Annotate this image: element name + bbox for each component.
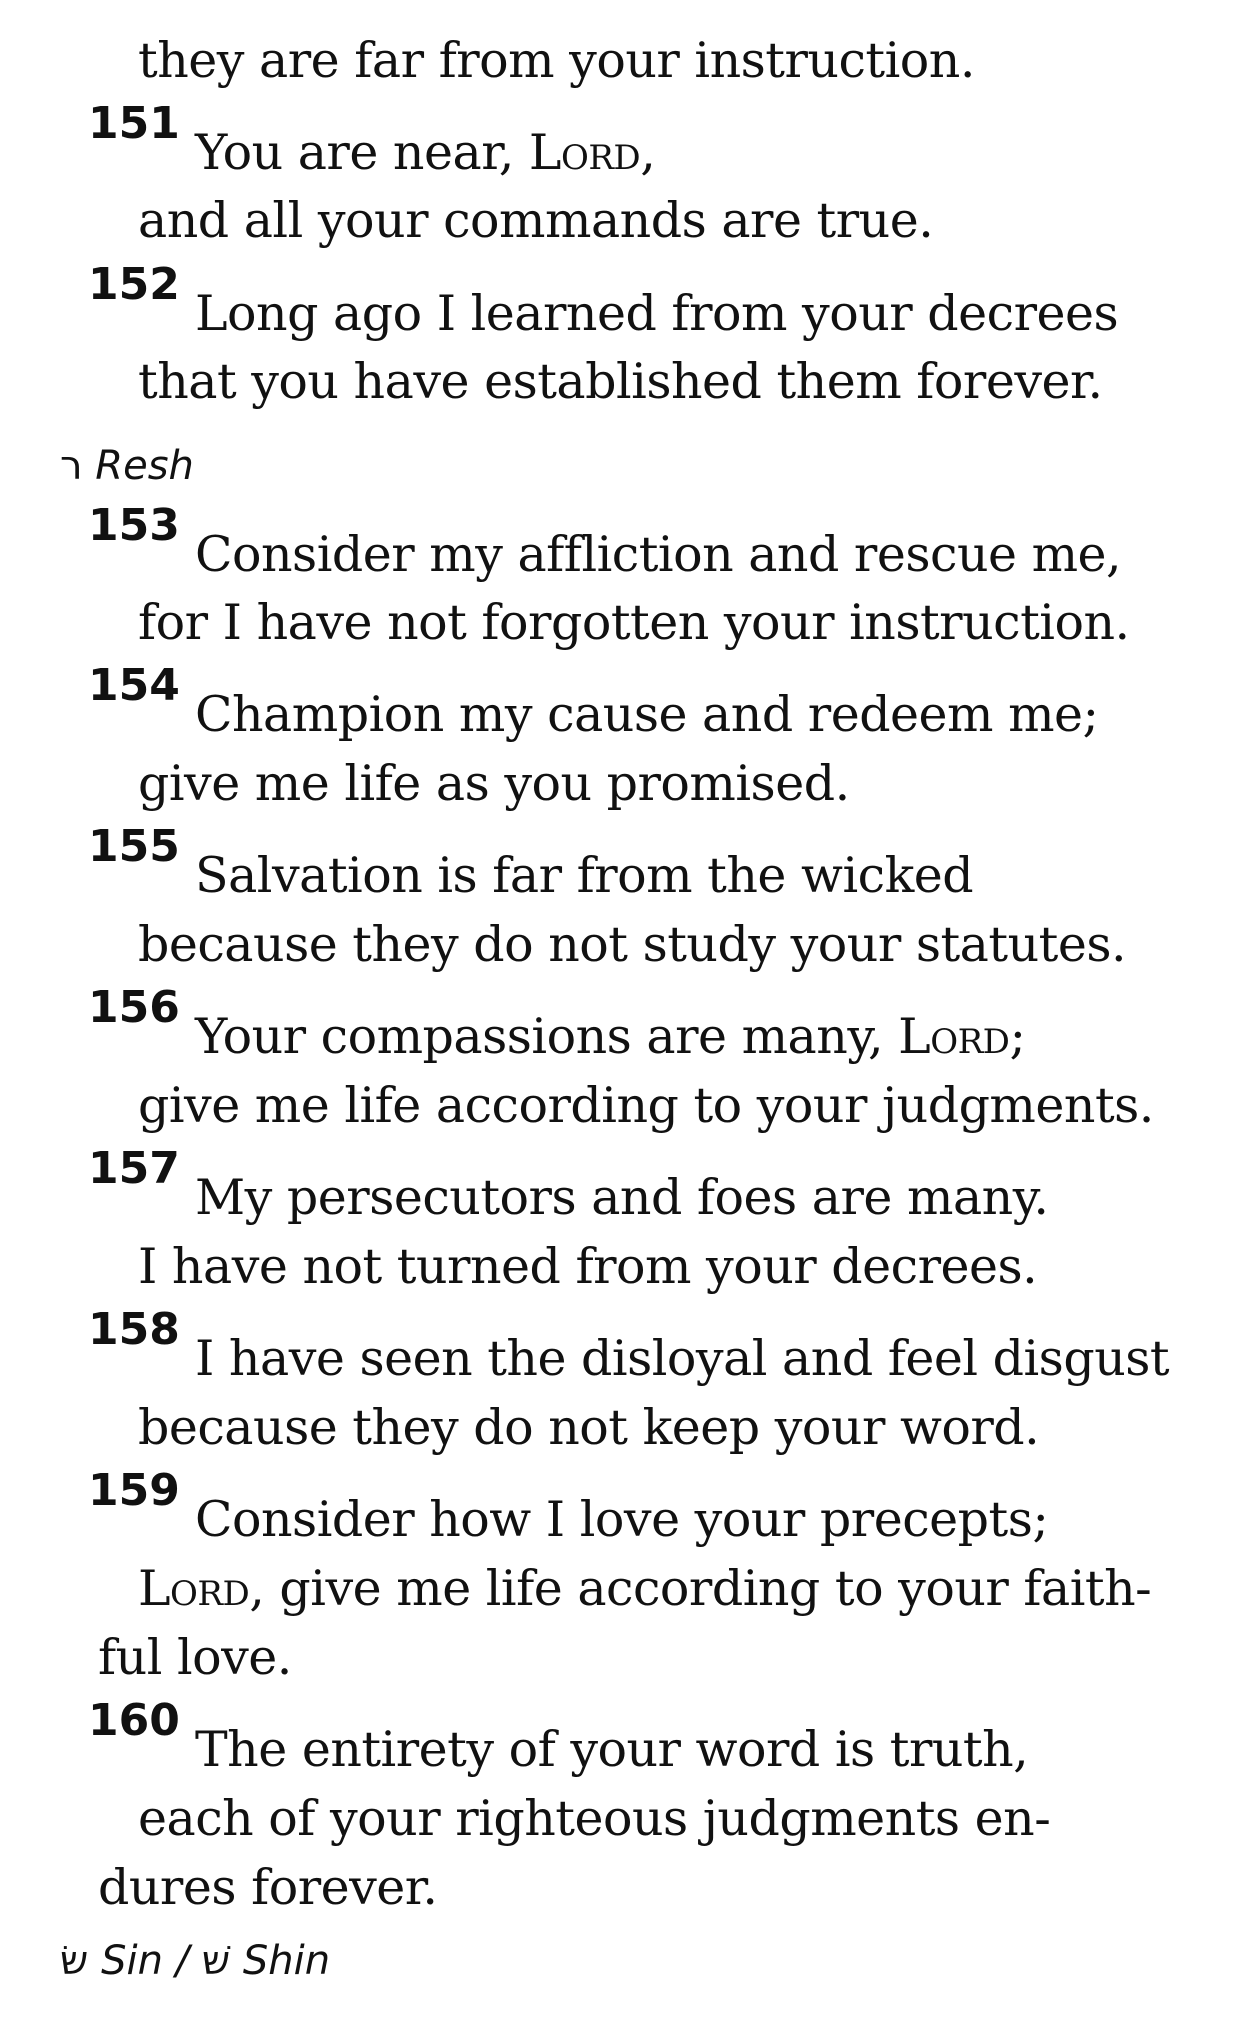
verse-number-154: 154 xyxy=(88,660,180,711)
hebrew-letter-sin: שׂ xyxy=(60,1938,89,1984)
verse-156-line-2: give me life according to your judgments. xyxy=(138,1077,1154,1134)
heading-label-shin: Shin xyxy=(242,1938,331,1984)
verse-154-line-2: give me life as you promised. xyxy=(138,755,850,812)
hebrew-letter-shin: שׁ xyxy=(201,1938,231,1984)
verse-160-line-2: each of your righteous judgments en- xyxy=(138,1790,1051,1847)
verse-160-line-3: dures forever. xyxy=(98,1859,438,1916)
heading-separator: / xyxy=(162,1938,202,1984)
verse-152-line-2: that you have established them forever. xyxy=(138,353,1103,410)
verse-156-line-1 xyxy=(195,1008,1026,1065)
verse-158-line-1: I have seen the disloyal and feel disgust xyxy=(195,1330,1170,1387)
verse-number-160: 160 xyxy=(88,1695,180,1746)
verse-155-line-1: Salvation is far from the wicked xyxy=(195,847,974,904)
text: You are near, xyxy=(195,124,529,181)
text: , xyxy=(640,124,656,181)
verse-151-line-2: and all your commands are true. xyxy=(138,192,934,249)
verse-152-line-1: Long ago I learned from your decrees xyxy=(195,285,1119,342)
verse-number-153: 153 xyxy=(88,500,180,551)
heading-label-sin: Sin xyxy=(101,1938,163,1984)
verse-number-158: 158 xyxy=(88,1304,180,1355)
verse-number-157: 157 xyxy=(88,1143,180,1194)
verse-154-line-1: Champion my cause and redeem me; xyxy=(195,686,1099,743)
verse-157-line-1: My persecutors and foes are many. xyxy=(195,1169,1049,1226)
verse-150-line-2: they are far from your instruction. xyxy=(138,32,975,89)
lord-small-caps: Lord xyxy=(898,1008,1010,1065)
section-heading-sin-shin xyxy=(60,1938,331,1984)
verse-159-line-2 xyxy=(138,1560,1152,1617)
lord-small-caps: Lord xyxy=(528,124,641,181)
verse-number-151: 151 xyxy=(88,98,180,149)
verse-159-line-3: ful love. xyxy=(98,1629,292,1686)
heading-label-resh: Resh xyxy=(95,443,194,489)
text: , give me life according to your faith- xyxy=(249,1560,1152,1617)
text: ; xyxy=(1009,1008,1026,1065)
hebrew-letter-resh: ר xyxy=(60,443,83,489)
verse-155-line-2: because they do not study your statutes. xyxy=(138,916,1127,973)
verse-151-line-1 xyxy=(195,124,656,181)
verse-153-line-1: Consider my affliction and rescue me, xyxy=(195,526,1122,583)
lord-small-caps: Lord xyxy=(138,1560,250,1617)
verse-number-156: 156 xyxy=(88,982,180,1033)
verse-number-152: 152 xyxy=(88,259,180,310)
verse-153-line-2: for I have not forgotten your instruction. xyxy=(138,594,1130,651)
text: Your compassions are many, xyxy=(195,1008,899,1065)
verse-160-line-1: The entirety of your word is truth, xyxy=(195,1721,1029,1778)
verse-number-159: 159 xyxy=(88,1465,180,1516)
verse-159-line-1: Consider how I love your precepts; xyxy=(195,1491,1049,1548)
verse-157-line-2: I have not turned from your decrees. xyxy=(138,1238,1038,1295)
verse-158-line-2: because they do not keep your word. xyxy=(138,1399,1040,1456)
section-heading-resh xyxy=(60,443,194,489)
verse-number-155: 155 xyxy=(88,821,180,872)
